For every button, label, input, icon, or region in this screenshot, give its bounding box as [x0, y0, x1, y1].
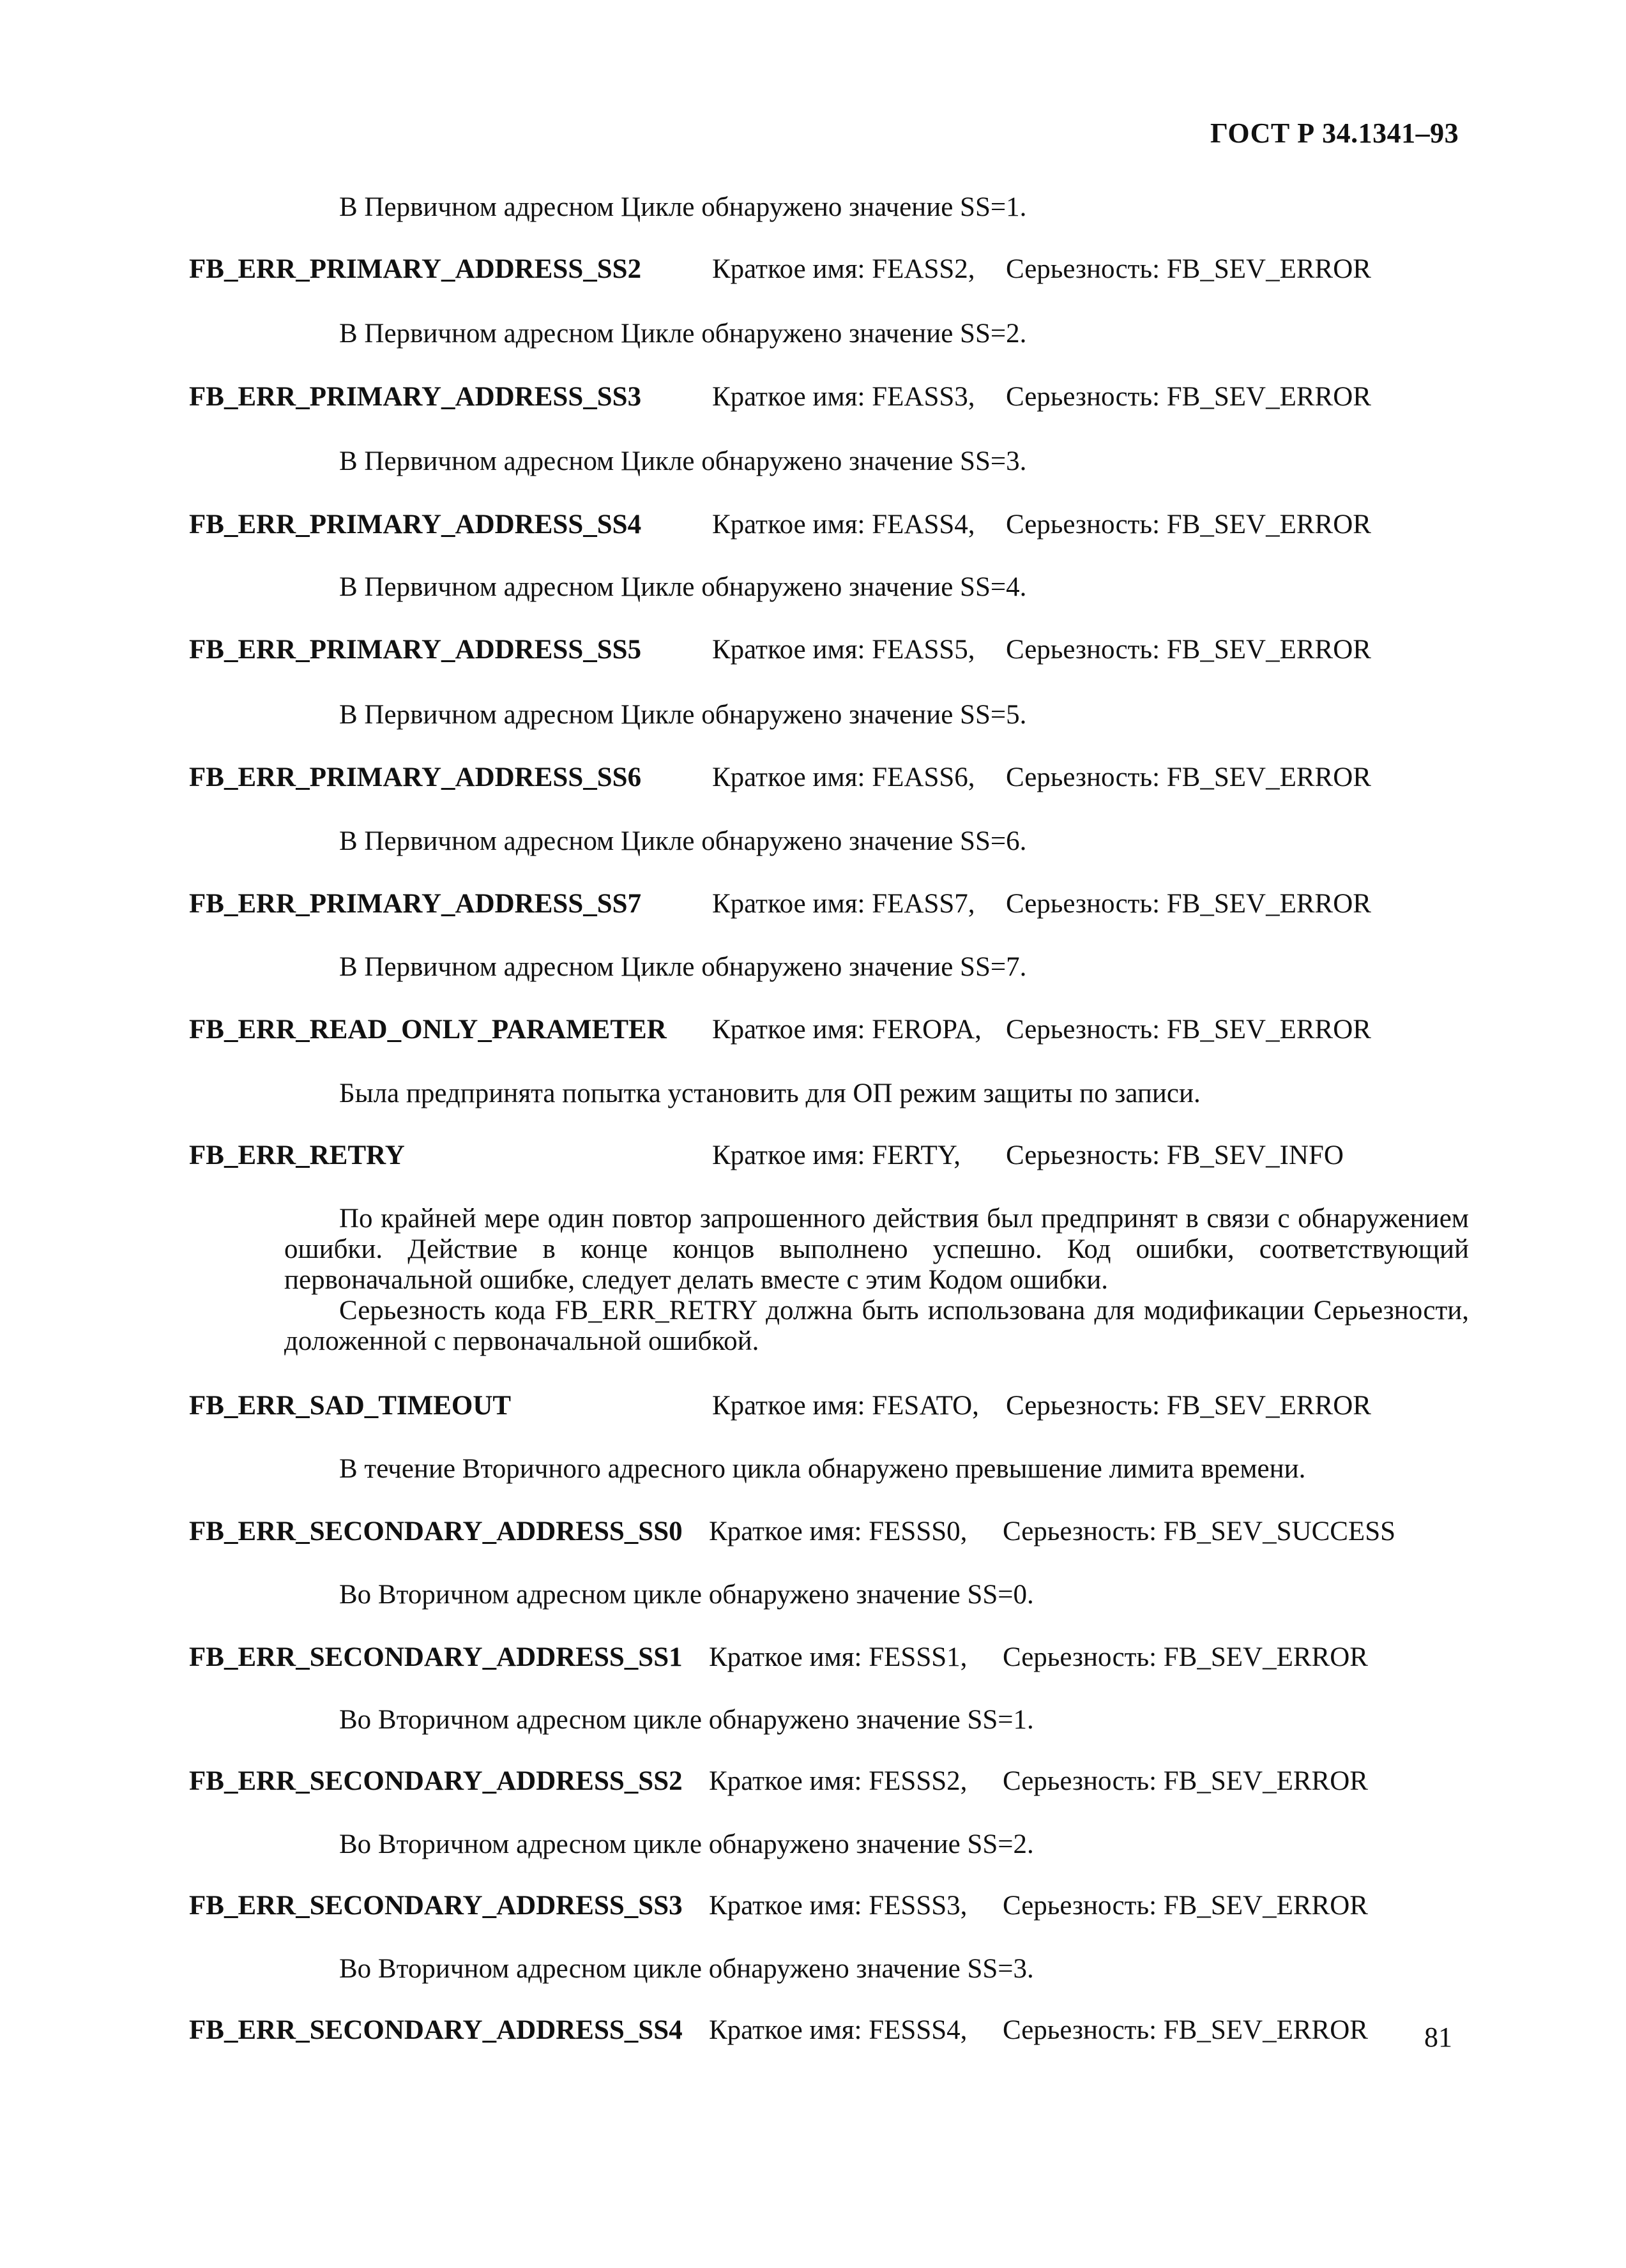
- short-label: Краткое имя:: [709, 1516, 862, 1546]
- short-label: Краткое имя:: [712, 510, 865, 540]
- severity-label: Серьезность:: [1003, 1516, 1157, 1546]
- entry-name: FB_ERR_PRIMARY_ADDRESS_SS3: [189, 382, 642, 412]
- entry-description: В течение Вторичного адресного цикла обнаружено превышение лимита времени.: [339, 1454, 1306, 1484]
- severity-value: FB_SEV_ERROR: [1166, 382, 1371, 412]
- entry-severity: [1003, 1765, 1368, 1797]
- entry-short: [709, 1642, 967, 1673]
- entry-short: [712, 381, 975, 412]
- entry-name: FB_ERR_RETRY: [189, 1140, 405, 1170]
- entry-name: FB_ERR_SECONDARY_ADDRESS_SS4: [189, 2015, 683, 2045]
- page-header: ГОСТ Р 34.1341–93: [1210, 117, 1459, 149]
- intro-description: В Первичном адресном Цикле обнаружено значение SS=1.: [339, 192, 1027, 222]
- severity-label: Серьезность:: [1006, 1015, 1160, 1045]
- entry-name: FB_ERR_PRIMARY_ADDRESS_SS7: [189, 889, 642, 919]
- severity-value: FB_SEV_ERROR: [1163, 1891, 1368, 1921]
- entry-description: В Первичном адресном Цикле обнаружено значение SS=4.: [339, 572, 1027, 602]
- entry-short: [712, 509, 975, 540]
- entry-description: Во Вторичном адресном цикле обнаружено значение SS=2.: [339, 1829, 1034, 1859]
- entry-description: Во Вторичном адресном цикле обнаружено значение SS=3.: [339, 1954, 1034, 1984]
- short-value: FESATO,: [872, 1391, 979, 1421]
- severity-label: Серьезность:: [1003, 2015, 1157, 2045]
- severity-value: FB_SEV_ERROR: [1166, 762, 1371, 792]
- short-value: FERTY,: [872, 1140, 961, 1170]
- severity-label: Серьезность:: [1006, 510, 1160, 540]
- entry-name: FB_ERR_SECONDARY_ADDRESS_SS1: [189, 1642, 683, 1672]
- entry-description: В Первичном адресном Цикле обнаружено значение SS=5.: [339, 700, 1027, 730]
- short-value: FEASS7,: [872, 889, 975, 919]
- severity-value: FB_SEV_ERROR: [1166, 1391, 1371, 1421]
- entry-severity: [1006, 888, 1371, 919]
- entry-description: Во Вторичном адресном цикле обнаружено значение SS=1.: [339, 1705, 1034, 1735]
- short-value: FESSS0,: [869, 1516, 968, 1546]
- entry-severity: [1006, 381, 1371, 412]
- entry-severity: [1006, 1140, 1344, 1171]
- entry-short: [712, 634, 975, 665]
- severity-value: FB_SEV_ERROR: [1166, 1015, 1371, 1045]
- short-label: Краткое имя:: [712, 889, 865, 919]
- entry-severity: [1003, 1642, 1368, 1673]
- entry-short: [712, 1390, 979, 1421]
- severity-label: Серьезность:: [1006, 1391, 1160, 1421]
- entry-short: [712, 1140, 961, 1171]
- short-value: FESSS4,: [869, 2015, 968, 2045]
- entry-short: [709, 1765, 967, 1797]
- severity-label: Серьезность:: [1006, 762, 1160, 792]
- entry-name: FB_ERR_READ_ONLY_PARAMETER: [189, 1015, 667, 1045]
- retry-description: [284, 1204, 1469, 1357]
- entry-description: В Первичном адресном Цикле обнаружено значение SS=7.: [339, 952, 1027, 982]
- short-value: FEASS6,: [872, 762, 975, 792]
- entry-name: FB_ERR_PRIMARY_ADDRESS_SS6: [189, 762, 642, 792]
- entry-short: [712, 1014, 982, 1045]
- short-value: FEASS5,: [872, 635, 975, 665]
- severity-label: Серьезность:: [1003, 1891, 1157, 1921]
- entry-description: Во Вторичном адресном цикле обнаружено значение SS=0.: [339, 1580, 1034, 1610]
- entry-short: [709, 1516, 967, 1547]
- short-value: FESSS3,: [869, 1891, 968, 1921]
- retry-paragraph: Серьезность кода FB_ERR_RETRY должна быть использована для модификации Серьезности, доложенной с первоначальной ошибкой.: [284, 1296, 1469, 1356]
- short-label: Краткое имя:: [709, 2015, 862, 2045]
- entry-description: В Первичном адресном Цикле обнаружено значение SS=6.: [339, 826, 1027, 856]
- short-value: FEASS2,: [872, 254, 975, 284]
- entry-name: FB_ERR_PRIMARY_ADDRESS_SS2: [189, 254, 642, 284]
- short-value: FEROPA,: [872, 1015, 982, 1045]
- severity-label: Серьезность:: [1006, 889, 1160, 919]
- entry-short: [712, 253, 975, 285]
- short-label: Краткое имя:: [709, 1642, 862, 1672]
- short-label: Краткое имя:: [709, 1891, 862, 1921]
- short-label: Краткое имя:: [712, 1140, 865, 1170]
- entry-name: FB_ERR_SAD_TIMEOUT: [189, 1391, 512, 1421]
- short-label: Краткое имя:: [709, 1766, 862, 1796]
- entry-severity: [1006, 1014, 1371, 1045]
- severity-value: FB_SEV_ERROR: [1166, 254, 1371, 284]
- severity-label: Серьезность:: [1006, 254, 1160, 284]
- page-number: 81: [1424, 2022, 1452, 2053]
- entry-severity: [1006, 1390, 1371, 1421]
- severity-label: Серьезность:: [1006, 635, 1160, 665]
- severity-value: FB_SEV_ERROR: [1163, 1642, 1368, 1672]
- entry-short: [712, 888, 975, 919]
- entry-short: [709, 2015, 967, 2046]
- short-value: FEASS4,: [872, 510, 975, 540]
- severity-value: FB_SEV_ERROR: [1166, 889, 1371, 919]
- entry-short: [712, 762, 975, 793]
- entry-name: FB_ERR_SECONDARY_ADDRESS_SS2: [189, 1766, 683, 1796]
- entry-description: В Первичном адресном Цикле обнаружено значение SS=3.: [339, 446, 1027, 476]
- severity-label: Серьезность:: [1006, 382, 1160, 412]
- short-label: Краткое имя:: [712, 1015, 865, 1045]
- retry-paragraph: По крайней мере один повтор запрошенного действия был предпринят в связи с обнаружением ошибки. Действие в конце концов выполнено успешно. Код ошибки, соответствующий первоначальной ошибке, следует делать вместе с этим Кодом ошибки.: [284, 1204, 1469, 1295]
- severity-label: Серьезность:: [1003, 1766, 1157, 1796]
- severity-value: FB_SEV_ERROR: [1166, 510, 1371, 540]
- entry-name: FB_ERR_PRIMARY_ADDRESS_SS4: [189, 510, 642, 540]
- short-value: FESSS1,: [869, 1642, 968, 1672]
- entry-severity: [1003, 1890, 1368, 1921]
- entry-severity: [1006, 634, 1371, 665]
- severity-label: Серьезность:: [1003, 1642, 1157, 1672]
- entry-name: FB_ERR_SECONDARY_ADDRESS_SS0: [189, 1516, 683, 1546]
- short-value: FEASS3,: [872, 382, 975, 412]
- entry-severity: [1006, 253, 1371, 285]
- severity-label: Серьезность:: [1006, 1140, 1160, 1170]
- entry-severity: [1006, 509, 1371, 540]
- entry-name: FB_ERR_SECONDARY_ADDRESS_SS3: [189, 1891, 683, 1921]
- short-value: FESSS2,: [869, 1766, 968, 1796]
- entry-severity: [1006, 762, 1371, 793]
- entry-short: [709, 1890, 967, 1921]
- short-label: Краткое имя:: [712, 254, 865, 284]
- entry-severity: [1003, 2015, 1368, 2046]
- severity-value: FB_SEV_INFO: [1166, 1140, 1344, 1170]
- entry-name: FB_ERR_PRIMARY_ADDRESS_SS5: [189, 635, 642, 665]
- entry-description: Была предпринята попытка установить для ОП режим защиты по записи.: [339, 1078, 1201, 1108]
- entry-severity: [1003, 1516, 1395, 1547]
- severity-value: FB_SEV_ERROR: [1166, 635, 1371, 665]
- severity-value: FB_SEV_ERROR: [1163, 2015, 1368, 2045]
- severity-value: FB_SEV_SUCCESS: [1163, 1516, 1396, 1546]
- short-label: Краткое имя:: [712, 382, 865, 412]
- short-label: Краткое имя:: [712, 762, 865, 792]
- severity-value: FB_SEV_ERROR: [1163, 1766, 1368, 1796]
- entry-description: В Первичном адресном Цикле обнаружено значение SS=2.: [339, 319, 1027, 349]
- short-label: Краткое имя:: [712, 635, 865, 665]
- short-label: Краткое имя:: [712, 1391, 865, 1421]
